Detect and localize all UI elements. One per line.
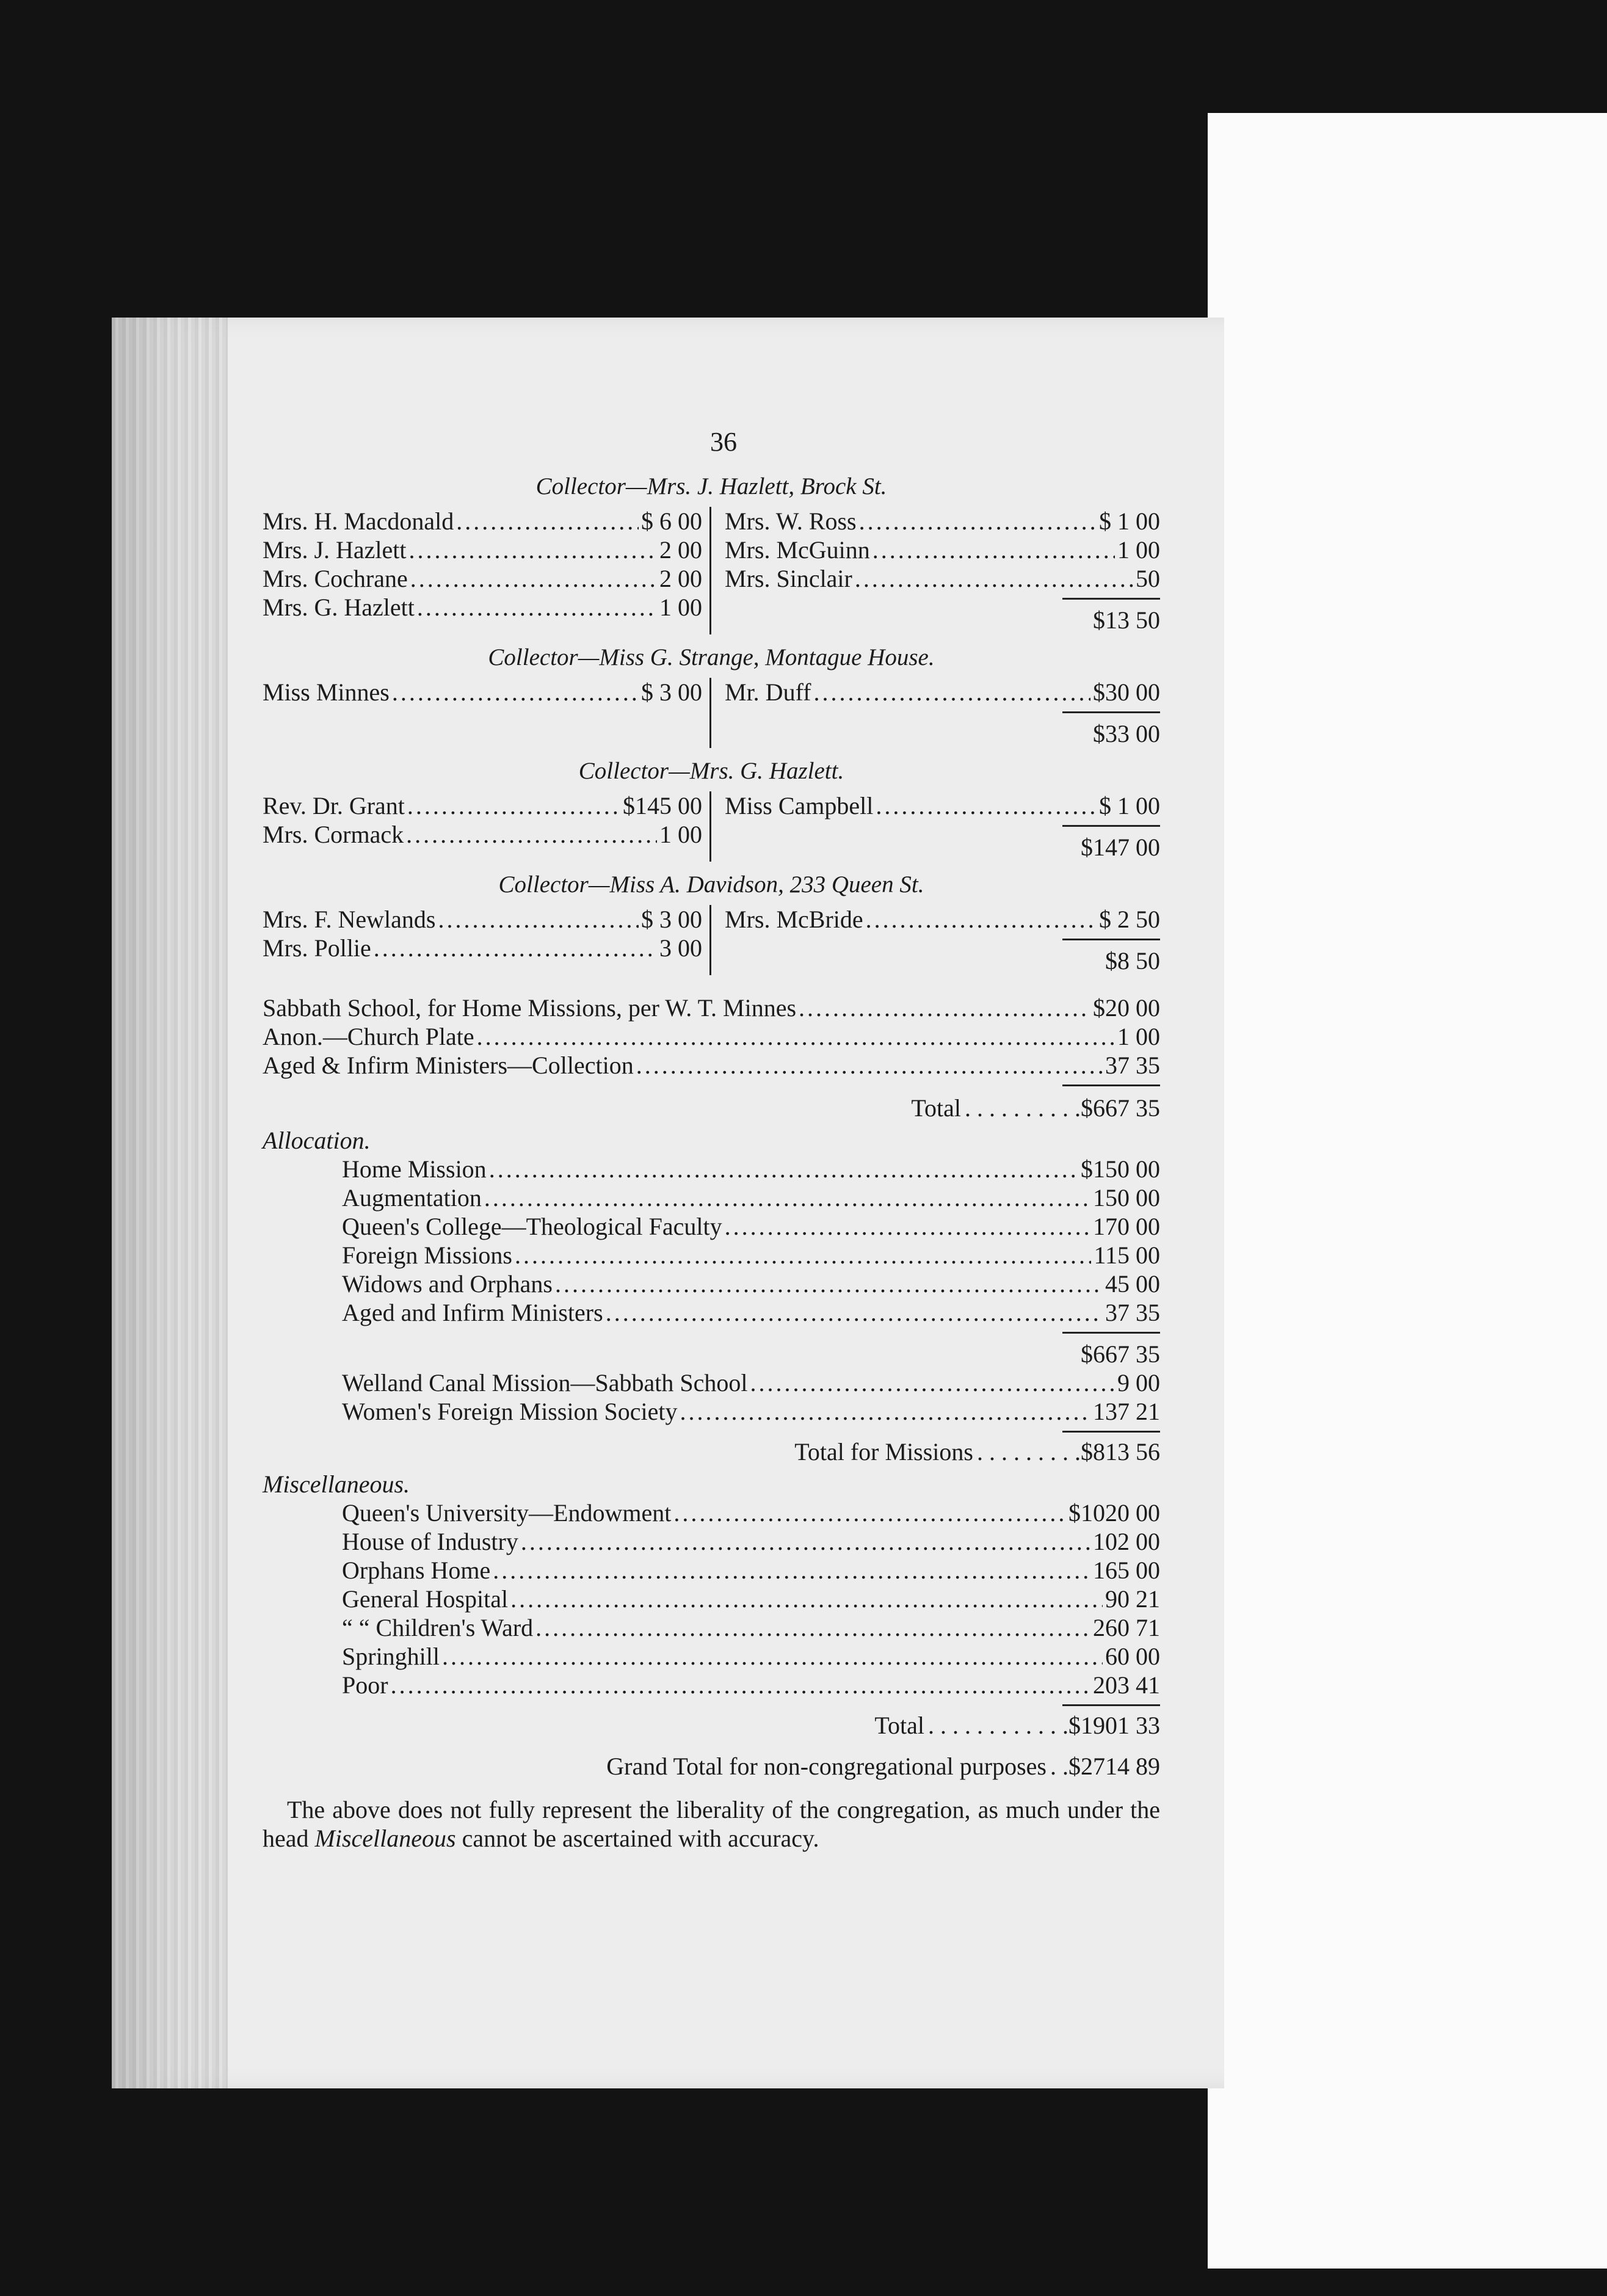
entry-name: Springhill (342, 1643, 440, 1670)
collector-entries (263, 791, 1160, 862)
right-column (711, 905, 1160, 975)
allocation-entry (342, 1270, 1160, 1298)
entry-amount: 150 00 (1093, 1184, 1160, 1212)
leader-dots (606, 1298, 1103, 1327)
allocation-entry (342, 1368, 1160, 1397)
collector-heading: Collector—Mrs. J. Hazlett, Brock St. (535, 473, 887, 500)
leader-dots (876, 791, 1097, 820)
section-subtotal: $8 50 (725, 939, 1160, 975)
allocation-subtotal: $667 35 (263, 1332, 1160, 1368)
leader-dots (391, 1671, 1090, 1699)
entry-name: Miss Minnes (263, 678, 390, 706)
closing-note (263, 1795, 1160, 1853)
leader-dots (866, 905, 1097, 934)
entry-name: Welland Canal Mission—Sabbath School (342, 1369, 748, 1397)
entry-amount: $145 00 (623, 792, 702, 819)
left-column (263, 905, 711, 975)
entry-name: Mrs. H. Macdonald (263, 507, 454, 535)
leader-dots (493, 1556, 1090, 1585)
leader-dots (392, 678, 639, 707)
leader-dots (515, 1241, 1092, 1270)
donor-entry (725, 791, 1160, 820)
leader-dots (417, 593, 657, 622)
entry-name: Sabbath School, for Home Missions, per W. T. Minnes (263, 994, 797, 1022)
entry-name: Mrs. Sinclair (725, 565, 852, 592)
allocation-entry (342, 1298, 1160, 1327)
entry-amount: $ 3 00 (641, 906, 702, 933)
entry-amount: 137 21 (1093, 1398, 1160, 1425)
leader-dots (484, 1183, 1090, 1212)
note-emphasis: Miscellaneous (314, 1825, 456, 1852)
leader-dots (725, 1212, 1090, 1241)
misc-entry (342, 1499, 1160, 1527)
leader-dots (407, 791, 620, 820)
entry-name: Queen's College—Theological Faculty (342, 1213, 722, 1240)
entry-amount: 37 35 (1105, 1052, 1160, 1079)
entry-amount: 203 41 (1093, 1671, 1160, 1699)
grand-total-dots: . . (1050, 1753, 1068, 1780)
entry-name: Mrs. G. Hazlett (263, 594, 415, 621)
missions-total-line (263, 1437, 1160, 1466)
entry-amount: $1020 00 (1068, 1499, 1160, 1527)
donor-entry (725, 536, 1160, 564)
entry-amount: 3 00 (659, 934, 702, 962)
entry-amount: $150 00 (1081, 1155, 1160, 1183)
entry-amount: 170 00 (1093, 1213, 1160, 1240)
entry-name: Mrs. Cochrane (263, 565, 408, 592)
collector-heading: Collector—Miss G. Strange, Montague House. (488, 644, 935, 670)
collector-entries (263, 905, 1160, 975)
entry-name: Anon.—Church Plate (263, 1023, 474, 1050)
donor-entry (263, 593, 702, 622)
donor-entry (725, 905, 1160, 934)
entry-amount: 1 00 (1117, 536, 1160, 564)
entry-name: Aged & Infirm Ministers—Collection (263, 1052, 634, 1079)
misc-total-line (263, 1711, 1160, 1740)
entry-name: House of Industry (342, 1528, 518, 1555)
misc-total-label: Total (874, 1712, 924, 1739)
leader-dots (438, 905, 639, 934)
leader-dots (680, 1397, 1090, 1426)
entry-name: Mrs. McBride (725, 906, 863, 933)
section-subtotal: $33 00 (725, 711, 1160, 748)
entry-name: “ “ Children's Ward (342, 1614, 534, 1641)
entry-amount: 115 00 (1094, 1241, 1160, 1269)
entry-name: Augmentation (342, 1184, 482, 1212)
leader-dots (374, 934, 657, 962)
extras-list (263, 994, 1160, 1080)
collector-heading: Collector—Mrs. G. Hazlett. (578, 758, 844, 784)
entry-name: Widows and Orphans (342, 1270, 553, 1298)
misc-heading: Miscellaneous. (263, 1470, 410, 1498)
leader-dots (477, 1022, 1115, 1051)
entry-name: Aged and Infirm Ministers (342, 1299, 603, 1326)
extra-entry (263, 994, 1160, 1022)
entry-amount: $ 1 00 (1099, 792, 1160, 819)
entry-name: Queen's University—Endowment (342, 1499, 672, 1527)
misc-entry (342, 1642, 1160, 1671)
left-column (263, 507, 711, 634)
leader-dots (872, 536, 1115, 564)
donor-entry (725, 507, 1160, 536)
entry-name: Rev. Dr. Grant (263, 792, 405, 819)
note-text-2: cannot be ascertained with accuracy. (455, 1825, 819, 1852)
misc-entry (342, 1613, 1160, 1642)
section-subtotal: $13 50 (725, 598, 1160, 634)
leader-dots (750, 1368, 1115, 1397)
collector-sections (263, 472, 1160, 975)
misc-entry (342, 1585, 1160, 1613)
misc-total-amount: $1901 33 (1068, 1712, 1160, 1739)
missions-rule (263, 1426, 1160, 1433)
right-column (711, 791, 1160, 862)
entry-name: Poor (342, 1671, 388, 1699)
entry-amount: 2 00 (659, 536, 702, 564)
misc-entry (342, 1527, 1160, 1556)
entry-name: General Hospital (342, 1585, 509, 1613)
right-column (711, 507, 1160, 634)
entry-name: Miss Campbell (725, 792, 874, 819)
total-line (263, 1094, 1160, 1122)
entry-name: Mrs. Pollie (263, 934, 371, 962)
donor-entry (725, 678, 1160, 707)
leader-dots (636, 1051, 1103, 1080)
entry-amount: $30 00 (1093, 678, 1160, 706)
misc-total-dots: . . . . . . . . . . . . (928, 1712, 1068, 1739)
donor-entry (263, 791, 702, 820)
total-amount: $667 35 (1081, 1094, 1160, 1122)
collector-entries (263, 507, 1160, 634)
entry-name: Mrs. McGuinn (725, 536, 870, 564)
page-edge-shading (112, 318, 228, 2088)
allocation-list (263, 1155, 1160, 1327)
entry-amount: 45 00 (1105, 1270, 1160, 1298)
section-subtotal: $147 00 (725, 825, 1160, 862)
leader-dots (456, 507, 639, 536)
adjacent-blank-page (1208, 113, 1607, 2269)
leader-dots (489, 1155, 1078, 1183)
grand-total-line (263, 1752, 1160, 1781)
entry-name: Foreign Missions (342, 1241, 512, 1269)
entry-amount: 1 00 (659, 594, 702, 621)
allocation-entry (342, 1212, 1160, 1241)
right-column (711, 678, 1160, 748)
donor-entry (263, 678, 702, 707)
grand-total-amount: $2714 89 (1068, 1753, 1160, 1780)
grand-total-label: Grand Total for non-congregational purposes (606, 1753, 1047, 1780)
entry-amount: 50 (1136, 565, 1160, 592)
leader-dots (442, 1642, 1103, 1671)
leader-dots (673, 1499, 1066, 1527)
entry-amount: 60 00 (1105, 1643, 1160, 1670)
misc-rule (263, 1699, 1160, 1706)
entry-name: Mrs. Cormack (263, 821, 404, 848)
entry-amount: 1 00 (1117, 1023, 1160, 1050)
donor-entry (263, 820, 702, 849)
entry-amount: 37 35 (1105, 1299, 1160, 1326)
entry-amount: 102 00 (1093, 1528, 1160, 1555)
total-label: Total (911, 1094, 961, 1122)
donor-entry (263, 536, 702, 564)
page-content (263, 427, 1160, 1853)
donor-entry (263, 905, 702, 934)
collector-heading: Collector—Miss A. Davidson, 233 Queen St. (498, 871, 924, 898)
entry-amount: 165 00 (1093, 1557, 1160, 1584)
donor-entry (263, 564, 702, 593)
extra-entry (263, 1051, 1160, 1080)
left-column (263, 678, 711, 748)
collector-entries (263, 678, 1160, 748)
entry-amount: $ 3 00 (641, 678, 702, 706)
leader-dots (521, 1527, 1090, 1556)
donor-entry (263, 934, 702, 962)
entry-amount: 260 71 (1093, 1614, 1160, 1641)
page-number: 36 (710, 427, 737, 457)
leader-dots (855, 564, 1133, 593)
entry-name: Mrs. W. Ross (725, 507, 857, 535)
entry-name: Orphans Home (342, 1557, 491, 1584)
donor-entry (263, 507, 702, 536)
entry-amount: 2 00 (659, 565, 702, 592)
donor-entry (725, 564, 1160, 593)
entry-amount: 90 21 (1105, 1585, 1160, 1613)
entry-amount: 1 00 (659, 821, 702, 848)
allocation-list-2 (263, 1368, 1160, 1426)
misc-entry (342, 1556, 1160, 1585)
missions-total-dots: . . . . . . . . . (977, 1438, 1081, 1466)
left-column (263, 791, 711, 862)
missions-total-amount: $813 56 (1081, 1438, 1160, 1466)
entry-amount: $ 2 50 (1099, 906, 1160, 933)
leader-dots (859, 507, 1097, 536)
misc-entry (342, 1671, 1160, 1699)
missions-total-label: Total for Missions (794, 1438, 973, 1466)
entry-name: Women's Foreign Mission Society (342, 1398, 678, 1425)
allocation-entry (342, 1183, 1160, 1212)
entry-name: Home Mission (342, 1155, 487, 1183)
entry-name: Mr. Duff (725, 678, 811, 706)
leader-dots (410, 564, 657, 593)
leader-dots (510, 1585, 1103, 1613)
entry-amount: 9 00 (1117, 1369, 1160, 1397)
leader-dots (409, 536, 657, 564)
entry-amount: $ 1 00 (1099, 507, 1160, 535)
allocation-entry (342, 1241, 1160, 1270)
entry-amount: $ 6 00 (641, 507, 702, 535)
leader-dots (406, 820, 657, 849)
note-text-1: The above does not fully represent the liberality of the congregation, as much under the head (263, 1796, 1160, 1852)
leader-dots (535, 1613, 1090, 1642)
leader-dots (555, 1270, 1103, 1298)
allocation-heading: Allocation. (263, 1127, 371, 1154)
entry-amount: $20 00 (1093, 994, 1160, 1022)
extras-rule (263, 1080, 1160, 1086)
allocation-entry (342, 1397, 1160, 1426)
leader-dots (799, 994, 1090, 1022)
extra-entry (263, 1022, 1160, 1051)
entry-name: Mrs. F. Newlands (263, 906, 436, 933)
entry-name: Mrs. J. Hazlett (263, 536, 407, 564)
leader-dots (813, 678, 1090, 707)
misc-list (263, 1499, 1160, 1699)
allocation-entry (342, 1155, 1160, 1183)
total-dots: . . . . . . . . . . (965, 1094, 1081, 1122)
